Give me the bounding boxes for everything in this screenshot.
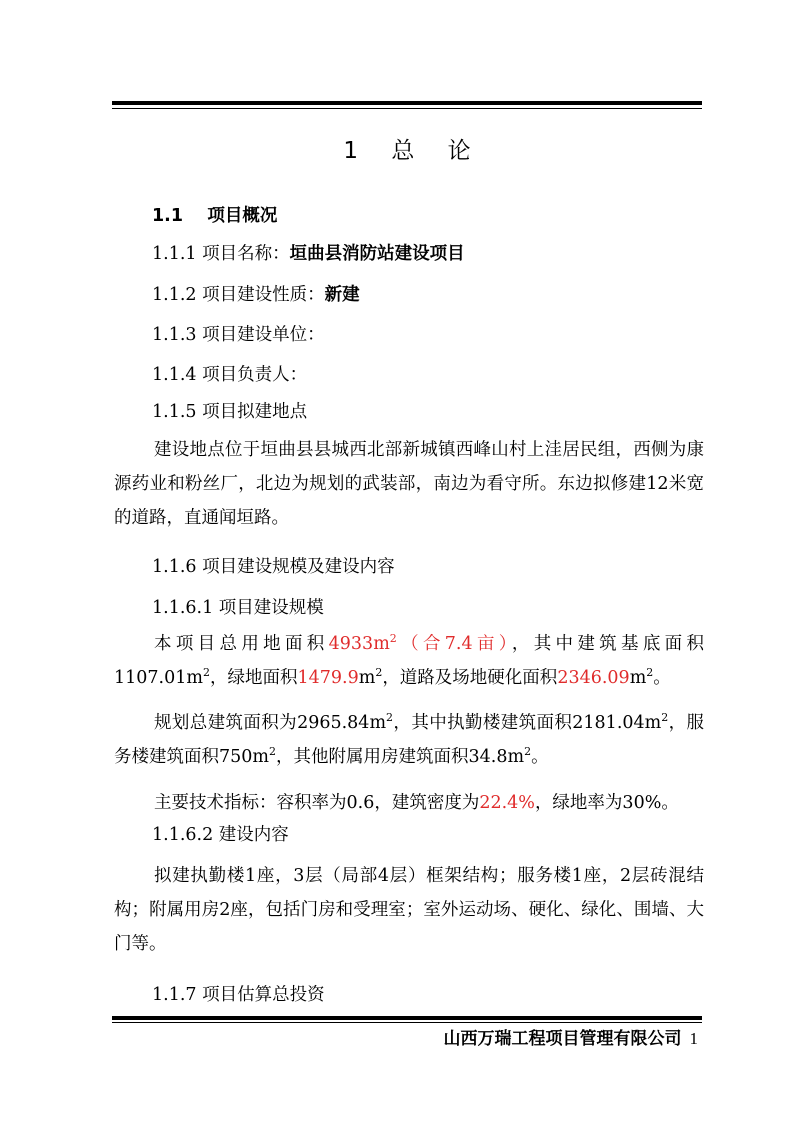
indicators-text-1: 主要技术指标：容积率为0.6，建筑密度为 bbox=[154, 793, 480, 813]
planned-area-paragraph: 规划总建筑面积为$2965.84m^2$，其中执勤楼建筑面积$2181.04m^2$，服务楼建筑面积$750m^2$，其他附属用房建筑面积$34.8m^2$。 bbox=[114, 711, 705, 767]
project-nature-value: 新建 bbox=[324, 285, 360, 305]
item-project-nature bbox=[152, 283, 360, 307]
road-area-value: 2346.09 bbox=[557, 668, 630, 688]
duty-building-area-value: 2181.04m bbox=[572, 713, 662, 733]
page-footer bbox=[444, 1024, 699, 1049]
project-name-label: 1.1.1 项目名称： bbox=[152, 244, 290, 264]
total-land-area-value: 4933m bbox=[328, 634, 390, 654]
total-land-area: $4933m^2$（合7.4亩） bbox=[328, 632, 512, 654]
base-area-value: 1107.01m bbox=[114, 668, 203, 688]
green-area-value: 1479.9 bbox=[297, 668, 359, 688]
section-title: 项目概况 bbox=[207, 206, 278, 226]
indicators-paragraph bbox=[114, 786, 704, 820]
planned-text-4: ，其他附属用房建筑面积 bbox=[276, 747, 469, 767]
area-paragraph: 本项目总用地面积$4933m^2$（合7.4亩），其中建筑基底面积$1107.01m^2$，绿地面积$1479.9m^2$，道路及场地硬化面积$2346.09m^2$。 bbox=[114, 632, 705, 688]
aux-building-area-value: 34.8m bbox=[468, 747, 525, 767]
chapter-title-char-2: 论 bbox=[447, 138, 471, 164]
footer-rule-thick bbox=[112, 1016, 702, 1020]
planned-text-2: ，其中执勤楼建筑面积 bbox=[393, 713, 573, 733]
area-unit-2: m bbox=[629, 668, 647, 688]
area-text-3: ，绿地面积 bbox=[209, 668, 298, 688]
section-heading bbox=[152, 204, 277, 228]
planned-total-value: 2965.84m bbox=[297, 713, 387, 733]
site-paragraph: 建设地点位于垣曲县县城西北部新城镇西峰山村上洼居民组，西侧为康源药业和粉丝厂，北边为规划的武装部，南边为看守所。东边拟修建12米宽的道路，直通闻垣路。 bbox=[114, 440, 704, 528]
header-rule-thin bbox=[112, 108, 702, 109]
service-building-area-value: 750m bbox=[219, 747, 269, 767]
total-land-area-note: （合7.4亩） bbox=[396, 634, 512, 654]
scale-sub-heading: 1.1.6.1 项目建设规模 bbox=[152, 598, 324, 618]
item-project-site: 1.1.5 项目拟建地点 bbox=[152, 402, 308, 422]
investment-heading: 1.1.7 项目估算总投资 bbox=[152, 985, 325, 1005]
area-text-7: 。 bbox=[653, 668, 671, 688]
area-text-1: 本项目总用地面积 bbox=[154, 634, 329, 654]
area-text-2: ，其中建筑基底面积 bbox=[511, 634, 705, 654]
scale-heading: 1.1.6 项目建设规模及建设内容 bbox=[152, 557, 395, 577]
chapter-number: 1 bbox=[343, 138, 358, 164]
footer-company: 山西万瑞工程项目管理有限公司 bbox=[443, 1029, 682, 1049]
indicators-text-2: ，绿地率为30%。 bbox=[534, 793, 679, 813]
chapter-title bbox=[112, 132, 702, 165]
planned-text-5: 。 bbox=[531, 747, 549, 767]
header-rule-thick bbox=[112, 101, 702, 105]
section-number: 1.1 bbox=[152, 206, 184, 226]
planned-text-3: ，服务楼建筑面积 bbox=[114, 713, 705, 767]
item-project-unit: 1.1.3 项目建设单位： bbox=[152, 325, 325, 345]
footer-rule-thin bbox=[112, 1022, 702, 1023]
planned-text-1: 规划总建筑面积为 bbox=[154, 713, 298, 733]
area-text-5: ，道路及场地硬化面积 bbox=[382, 668, 558, 688]
content-heading: 1.1.6.2 建设内容 bbox=[152, 825, 289, 845]
content-paragraph: 拟建执勤楼1座，3层（局部4层）框架结构；服务楼1座，2层砖混结构；附属用房2座，包括门房和受理室；室外运动场、硬化、绿化、围墙、大门等。 bbox=[114, 866, 704, 954]
chapter-title-char-1: 总 bbox=[391, 138, 415, 164]
item-project-owner: 1.1.4 项目负责人： bbox=[152, 365, 308, 385]
area-unit-1: m bbox=[358, 668, 376, 688]
project-nature-label: 1.1.2 项目建设性质： bbox=[152, 285, 325, 305]
item-project-name bbox=[152, 242, 465, 266]
page-number: 1 bbox=[689, 1029, 698, 1048]
project-name-value: 垣曲县消防站建设项目 bbox=[289, 244, 465, 264]
building-density-value: 22.4% bbox=[479, 793, 535, 813]
